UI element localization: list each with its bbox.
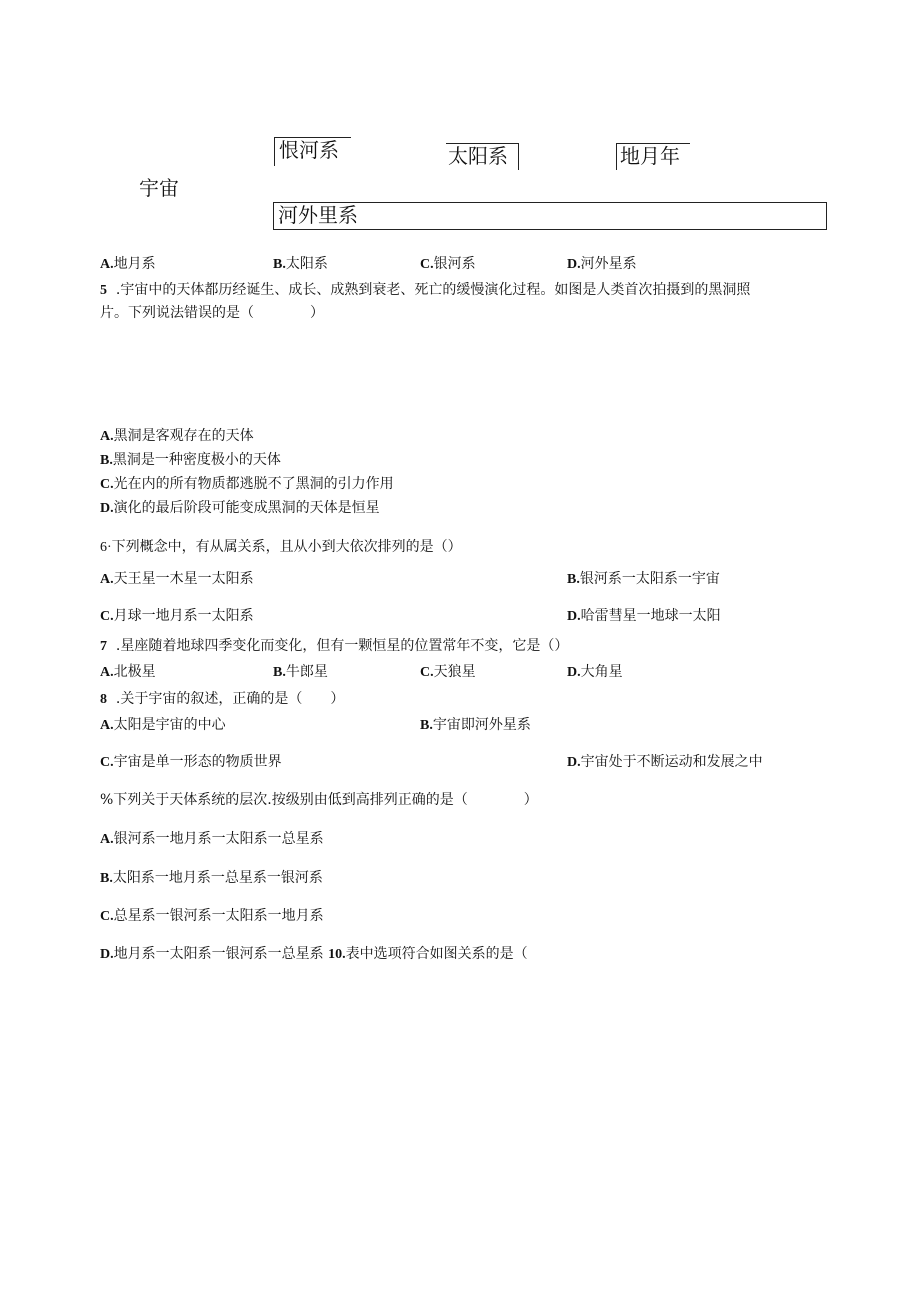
option-letter: D.	[567, 665, 581, 680]
option-text: 演化的最后阶段可能变成黑洞的天体是恒星	[113, 500, 380, 516]
option-letter: B.	[273, 665, 286, 680]
question-number: 10.	[328, 947, 346, 962]
option-letter: C.	[100, 909, 114, 924]
q4-option-a	[100, 255, 156, 274]
q7-stem	[100, 637, 568, 656]
q7-option-b	[273, 663, 328, 682]
q5-option-a	[100, 427, 254, 446]
option-text: 太阳是宇宙的中心	[113, 717, 226, 733]
q8-stem-text: .关于宇宙的叙述，正确的是（ ）	[115, 691, 345, 707]
option-text: 大角星	[580, 664, 623, 680]
option-letter: A.	[100, 832, 114, 847]
option-text: 宇宙是单一形态的物质世界	[113, 754, 282, 770]
option-text: 天王星一木星一太阳系	[113, 571, 254, 587]
option-text: 宇宙处于不断运动和发展之中	[580, 754, 763, 770]
option-text: 北极星	[113, 664, 156, 680]
option-letter: A.	[100, 718, 114, 733]
diagram-box-earth-moon	[616, 143, 690, 170]
option-letter: C.	[420, 665, 434, 680]
option-text: 银河系一太阳系一宇宙	[579, 571, 720, 587]
q5-stem-text: .宇宙中的天体都历经诞生、成长、成熟到衰老、死亡的缓慢演化过程。如图是人类首次拍摄到的黑洞照	[115, 282, 751, 298]
diagram-box-solar-system	[446, 143, 519, 170]
option-letter: B.	[567, 572, 580, 587]
q9-stem: %下列关于天体系统的层次.按级别由低到高排列正确的是（ ）	[100, 792, 538, 808]
q7-option-a	[100, 663, 156, 682]
option-text: 河外星系	[580, 256, 637, 272]
q8-option-c	[100, 753, 282, 772]
option-letter: A.	[100, 257, 114, 272]
q10-stem-text: 表中选项符合如图关系的是（	[345, 946, 528, 962]
option-text: 太阳系	[285, 256, 328, 272]
option-letter: A.	[100, 665, 114, 680]
q6-option-c	[100, 607, 254, 626]
option-letter: B.	[273, 257, 286, 272]
option-text: 黑洞是客观存在的天体	[113, 428, 254, 444]
q4-option-d	[567, 255, 637, 274]
option-text: 银河系	[433, 256, 476, 272]
option-text: 光在内的所有物质都逃脱不了黑洞的引力作用	[113, 476, 394, 492]
question-number: 5	[100, 283, 107, 298]
q8-option-b	[420, 716, 531, 735]
option-letter: D.	[567, 755, 581, 770]
q7-stem-text: .星座随着地球四季变化而变化，但有一颗恒星的位置常年不变，它是（）	[115, 638, 569, 654]
q9-option-c	[100, 907, 324, 926]
option-letter: D.	[567, 257, 581, 272]
option-text: 银河系一地月系一太阳系一总星系	[113, 831, 324, 847]
option-text: 宇宙即河外星系	[432, 717, 531, 733]
option-text: 地月系一太阳系一银河系一总星系	[113, 946, 324, 962]
q6-option-b	[567, 570, 720, 589]
q6-option-a	[100, 570, 254, 589]
q6-stem: 6·下列概念中，有从属关系，且从小到大依次排列的是（）	[100, 540, 462, 555]
option-text: 黑洞是一种密度极小的天体	[112, 452, 281, 468]
q5-stem-line1	[100, 281, 750, 300]
q7-option-c	[420, 663, 476, 682]
question-number: 8	[100, 692, 107, 707]
question-number: 7	[100, 639, 107, 654]
option-letter: A.	[100, 572, 114, 587]
option-text: 哈雷彗星一地球一太阳	[580, 608, 721, 624]
q5-option-b	[100, 451, 281, 470]
option-letter: B.	[420, 718, 433, 733]
option-letter: D.	[100, 947, 114, 962]
option-text: 月球一地月系一太阳系	[113, 608, 254, 624]
q5-stem-line2: 片。下列说法错误的是（ ）	[100, 305, 324, 321]
q9-option-d-and-q10	[100, 945, 528, 964]
option-letter: B.	[100, 871, 113, 886]
option-text: 地月系	[113, 256, 156, 272]
option-letter: A.	[100, 429, 114, 444]
option-letter: D.	[567, 609, 581, 624]
diagram-box-milky-way	[274, 137, 351, 166]
q4-option-c	[420, 255, 476, 274]
option-text: 总星系一银河系一太阳系一地月系	[113, 908, 324, 924]
diagram-box-extragalactic	[273, 202, 827, 230]
diagram-box-earth-moon-label: 地月年	[620, 144, 680, 168]
diagram-center-label: 宇宙	[139, 176, 179, 200]
option-text: 牛郎星	[285, 664, 328, 680]
option-text: 太阳系一地月系一总星系一银河系	[112, 870, 323, 886]
option-letter: C.	[100, 755, 114, 770]
option-letter: D.	[100, 501, 114, 516]
option-letter: C.	[100, 477, 114, 492]
q8-stem	[100, 690, 344, 709]
option-text: 天狼星	[433, 664, 476, 680]
option-letter: C.	[100, 609, 114, 624]
q8-option-a	[100, 716, 226, 735]
diagram-box-solar-system-label: 太阳系	[448, 144, 508, 168]
diagram-box-milky-way-label: 恨河系	[279, 138, 339, 162]
q4-option-b	[273, 255, 328, 274]
q8-option-d	[567, 753, 763, 772]
diagram-box-extragalactic-label: 河外里系	[278, 203, 358, 227]
option-letter: C.	[420, 257, 434, 272]
q7-option-d	[567, 663, 623, 682]
q9-option-a	[100, 830, 324, 849]
q5-option-c	[100, 475, 394, 494]
q6-option-d	[567, 607, 721, 626]
option-letter: B.	[100, 453, 113, 468]
q9-option-b	[100, 869, 323, 888]
q5-option-d	[100, 499, 380, 518]
